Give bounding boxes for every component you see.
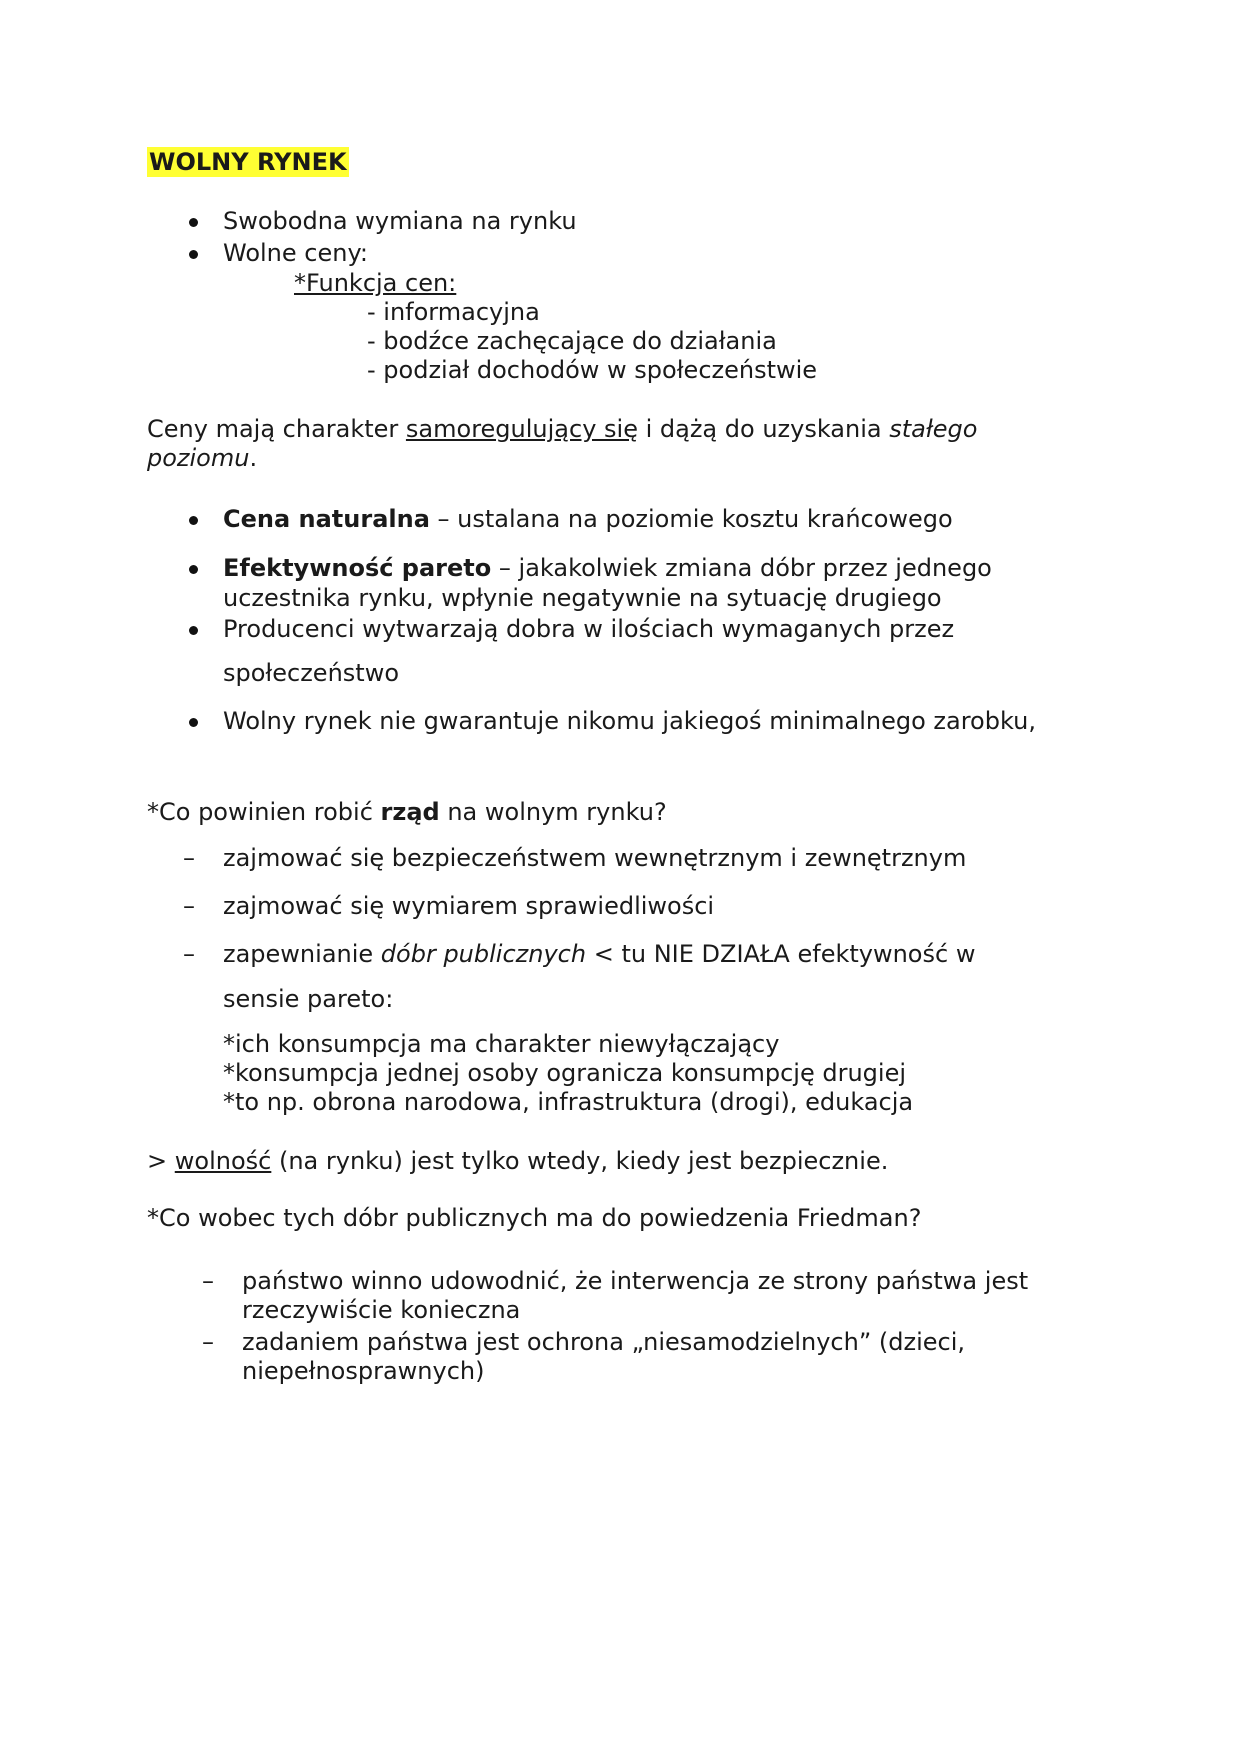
list-item: Swobodna wymiana na rynku [223,207,577,235]
list-item: - bodźce zachęcające do działania [367,327,777,355]
list-item-continued: uczestnika rynku, wpłynie negatywnie na sytuację drugiego [223,584,942,612]
freedom-statement [147,1146,888,1176]
list-item: zadaniem państwa jest ochrona „niesamodzielnych” (dzieci, [242,1328,965,1356]
dash-marker: – [202,1267,214,1295]
text-span: na wolnym rynku? [439,798,667,826]
dash-marker: – [183,940,195,968]
note-line: *to np. obrona narodowa, infrastruktura (drogi), edukacja [223,1088,914,1116]
bullet-icon [189,218,198,227]
text-span: – ustalana na poziomie kosztu krańcowego [429,505,953,533]
dash-marker: – [183,892,195,920]
list-item [223,939,975,969]
text-span: (na rynku) jest tylko wtedy, kiedy jest bezpiecznie. [271,1147,889,1175]
list-item: państwo winno udowodnić, że interwencja ze strony państwa jest [242,1267,1029,1295]
dash-marker: – [183,844,195,872]
note-line: *konsumpcja jednej osoby ogranicza konsumpcję drugiej [223,1059,907,1087]
bullet-icon [189,565,198,574]
bold-term: Cena naturalna [223,505,430,533]
text-span: – jakakolwiek zmiana dóbr przez jednego [491,554,992,582]
paragraph [147,414,977,444]
bullet-icon [189,718,198,727]
text-span: i dążą do uzyskania [637,415,890,443]
list-item: - informacyjna [367,298,540,326]
list-item [223,504,953,534]
list-item: zajmować się wymiarem sprawiedliwości [223,892,715,920]
bullet-icon [189,250,198,259]
price-functions-heading [294,268,456,298]
paragraph-continued [147,443,257,473]
page-title: WOLNY RYNEK [149,148,347,176]
list-item: Producenci wytwarzają dobra w ilościach wymaganych przez [223,615,955,643]
price-functions-heading-text: *Funkcja cen: [294,269,457,297]
list-item-continued: społeczeństwo [223,659,400,687]
list-item: Wolne ceny: [223,239,368,267]
bold-term: Efektywność pareto [223,554,492,582]
text-span: < tu NIE DZIAŁA efektywność w [586,940,976,968]
question-heading [147,797,667,827]
list-item [223,553,992,583]
underlined-text: wolność [174,1147,272,1175]
question-heading: *Co wobec tych dóbr publicznych ma do powiedzenia Friedman? [147,1204,922,1232]
note-line: *ich konsumpcja ma charakter niewyłączający [223,1030,780,1058]
text-span: Ceny mają charakter [147,415,406,443]
dash-marker: – [202,1328,214,1356]
bullet-icon [189,516,198,525]
list-item: zajmować się bezpieczeństwem wewnętrznym i zewnętrznym [223,844,967,872]
text-span: > [147,1147,175,1175]
list-item-continued: sensie pareto: [223,985,394,1013]
list-item-continued: rzeczywiście konieczna [242,1296,521,1324]
italic-text: stałego [889,415,978,443]
bold-term: rząd [380,798,440,826]
list-item-continued: niepełnosprawnych) [242,1357,485,1385]
italic-text: dóbr publicznych [380,940,587,968]
text-span: zapewnianie [223,940,381,968]
list-item: Wolny rynek nie gwarantuje nikomu jakiegoś minimalnego zarobku, [223,707,1036,735]
italic-text: poziomu [147,444,250,472]
text-span: . [249,444,258,472]
text-span: *Co powinien robić [147,798,381,826]
list-item: - podział dochodów w społeczeństwie [367,356,818,384]
underlined-text: samoregulujący się [405,415,638,443]
bullet-icon [189,626,198,635]
